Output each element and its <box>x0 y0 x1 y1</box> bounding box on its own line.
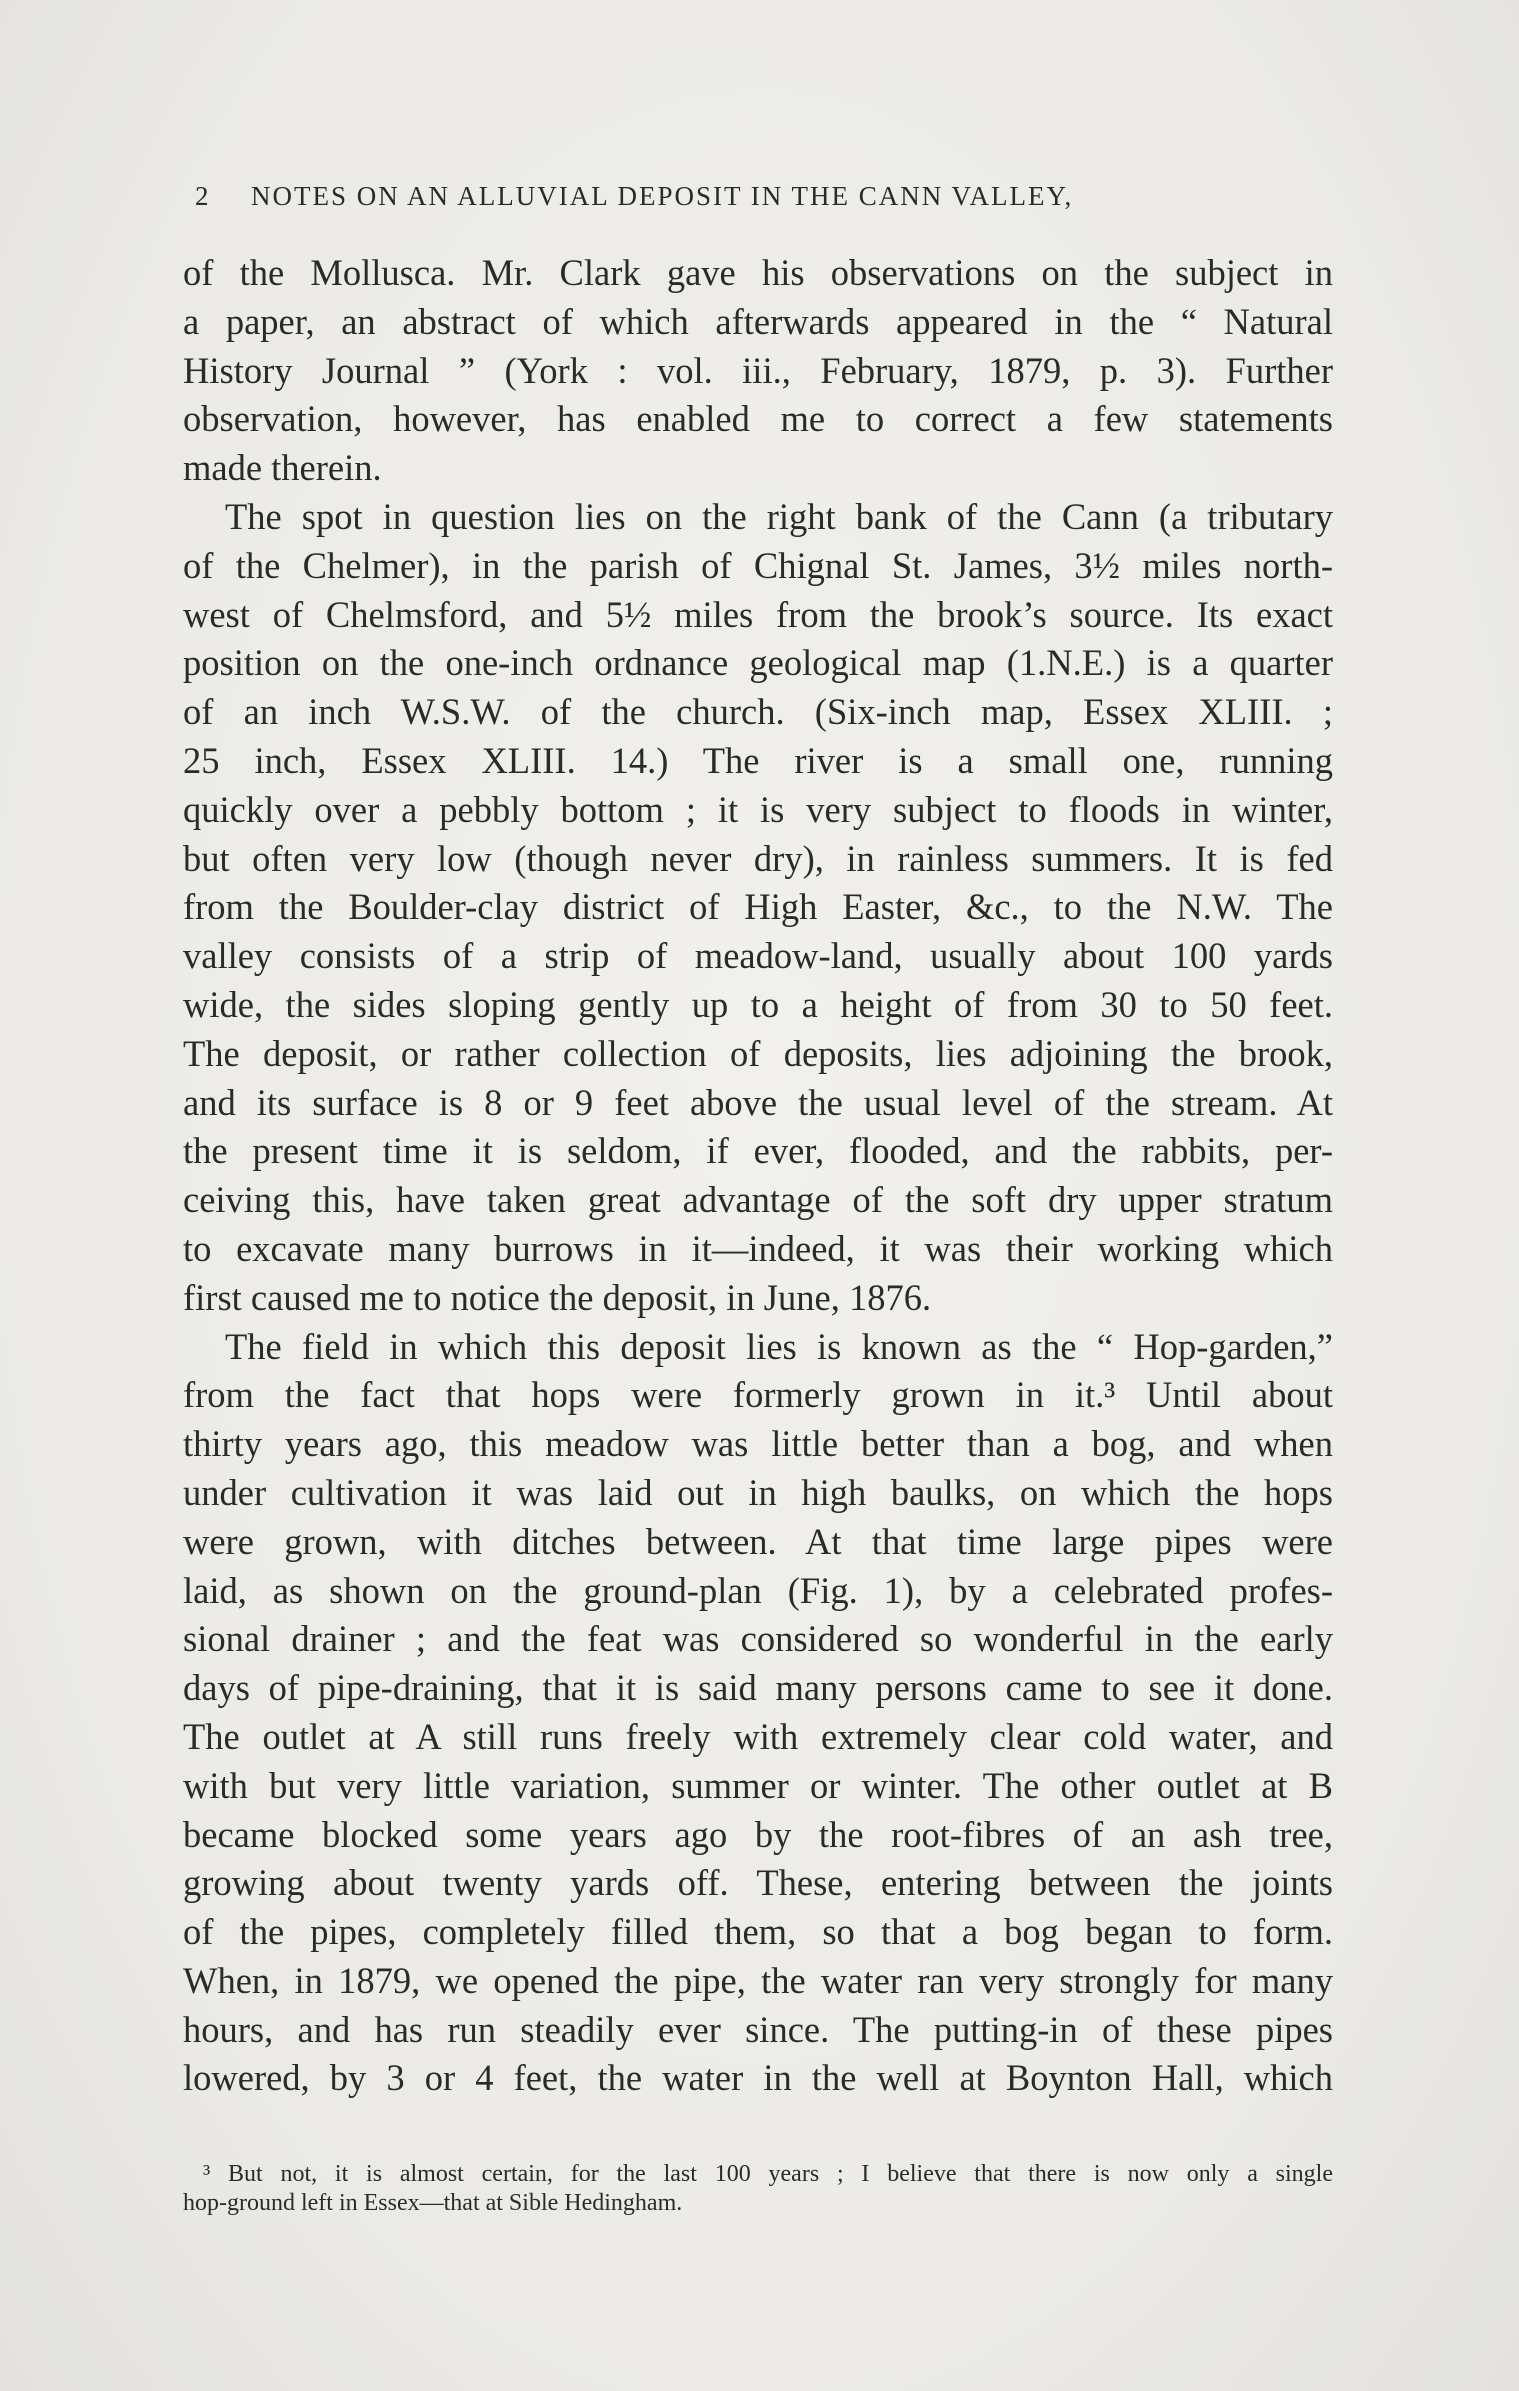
text-line: valley consists of a strip of meadow-land, usually about 100 yards <box>183 935 1333 977</box>
text-line: lowered, by 3 or 4 feet, the water in the well at Boynton Hall, which <box>183 2057 1333 2099</box>
text-line: The outlet at A still runs freely with extremely clear cold water, and <box>183 1715 1333 1757</box>
paragraph-2 <box>183 493 1333 1323</box>
text-line: The deposit, or rather collection of deposits, lies adjoining the brook, <box>183 1032 1333 1074</box>
text-line: of the pipes, completely filled them, so that a bog began to form. <box>183 1911 1333 1953</box>
text-line: were grown, with ditches between. At that time large pipes were <box>183 1520 1333 1562</box>
text-line: 25 inch, Essex XLIII. 14.) The river is a small one, running <box>183 739 1333 781</box>
paragraph-1 <box>183 249 1333 493</box>
footnote-line: hop-ground left in Essex—that at Sible Hedingham. <box>183 2190 683 2216</box>
text-line: a paper, an abstract of which afterwards appeared in the “ Natural <box>183 300 1333 342</box>
page-number: 2 <box>195 181 209 211</box>
text-line: and its surface is 8 or 9 feet above the usual level of the stream. At <box>183 1081 1333 1123</box>
text-line: under cultivation it was laid out in high baulks, on which the hops <box>183 1471 1333 1513</box>
text-line: When, in 1879, we opened the pipe, the water ran very strongly for many <box>183 1959 1333 2001</box>
text-line: The spot in question lies on the right bank of the Cann (a tributary <box>225 495 1333 537</box>
text-line: with but very little variation, summer or winter. The other outlet at B <box>183 1764 1333 1806</box>
text-line: History Journal ” (York : vol. iii., February, 1879, p. 3). Further <box>183 349 1333 391</box>
footnote <box>183 2160 1333 2218</box>
running-header <box>195 176 1335 216</box>
text-line: position on the one-inch ordnance geological map (1.N.E.) is a quarter <box>183 642 1333 684</box>
text-line: days of pipe-draining, that it is said many persons came to see it done. <box>183 1667 1333 1709</box>
text-line: but often very low (though never dry), in rainless summers. It is fed <box>183 837 1333 879</box>
text-line: observation, however, has enabled me to correct a few statements <box>183 398 1333 440</box>
body-text <box>183 249 1333 2103</box>
text-line: quickly over a pebbly bottom ; it is very subject to floods in winter, <box>183 788 1333 830</box>
text-line: sional drainer ; and the feat was considered so wonderful in the early <box>183 1618 1333 1660</box>
text-line: ceiving this, have taken great advantage of the soft dry upper stratum <box>183 1179 1333 1221</box>
paragraph-3 <box>183 1323 1333 2104</box>
text-line: wide, the sides sloping gently up to a height of from 30 to 50 feet. <box>183 983 1333 1025</box>
text-line: of an inch W.S.W. of the church. (Six-inch map, Essex XLIII. ; <box>183 691 1333 733</box>
text-line: first caused me to notice the deposit, in June, 1876. <box>183 1276 932 1318</box>
text-line: to excavate many burrows in it—indeed, it was their working which <box>183 1227 1333 1269</box>
text-line: laid, as shown on the ground-plan (Fig. 1), by a celebrated profes- <box>183 1569 1333 1611</box>
text-line: of the Chelmer), in the parish of Chignal St. James, 3½ miles north- <box>183 544 1333 586</box>
footnote-line: ³ But not, it is almost certain, for the last 100 years ; I believe that there is now only a single <box>203 2161 1333 2187</box>
running-title: NOTES ON AN ALLUVIAL DEPOSIT IN THE CANN VALLEY, <box>251 181 1074 211</box>
text-line: The field in which this deposit lies is known as the “ Hop-garden,” <box>225 1325 1333 1367</box>
text-line: the present time it is seldom, if ever, flooded, and the rabbits, per- <box>183 1130 1333 1172</box>
text-line: of the Mollusca. Mr. Clark gave his observations on the subject in <box>183 252 1333 293</box>
text-line: from the fact that hops were formerly grown in it.³ Until about <box>183 1374 1333 1416</box>
text-line: west of Chelmsford, and 5½ miles from the brook’s source. Its exact <box>183 593 1333 635</box>
text-line: growing about twenty yards off. These, entering between the joints <box>183 1862 1333 1904</box>
text-line: became blocked some years ago by the root-fibres of an ash tree, <box>183 1813 1333 1855</box>
text-line: made therein. <box>183 447 382 489</box>
text-line: from the Boulder-clay district of High Easter, &c., to the N.W. The <box>183 886 1333 928</box>
text-line: hours, and has run steadily ever since. The putting-in of these pipes <box>183 2008 1333 2050</box>
text-line: thirty years ago, this meadow was little better than a bog, and when <box>183 1423 1333 1465</box>
